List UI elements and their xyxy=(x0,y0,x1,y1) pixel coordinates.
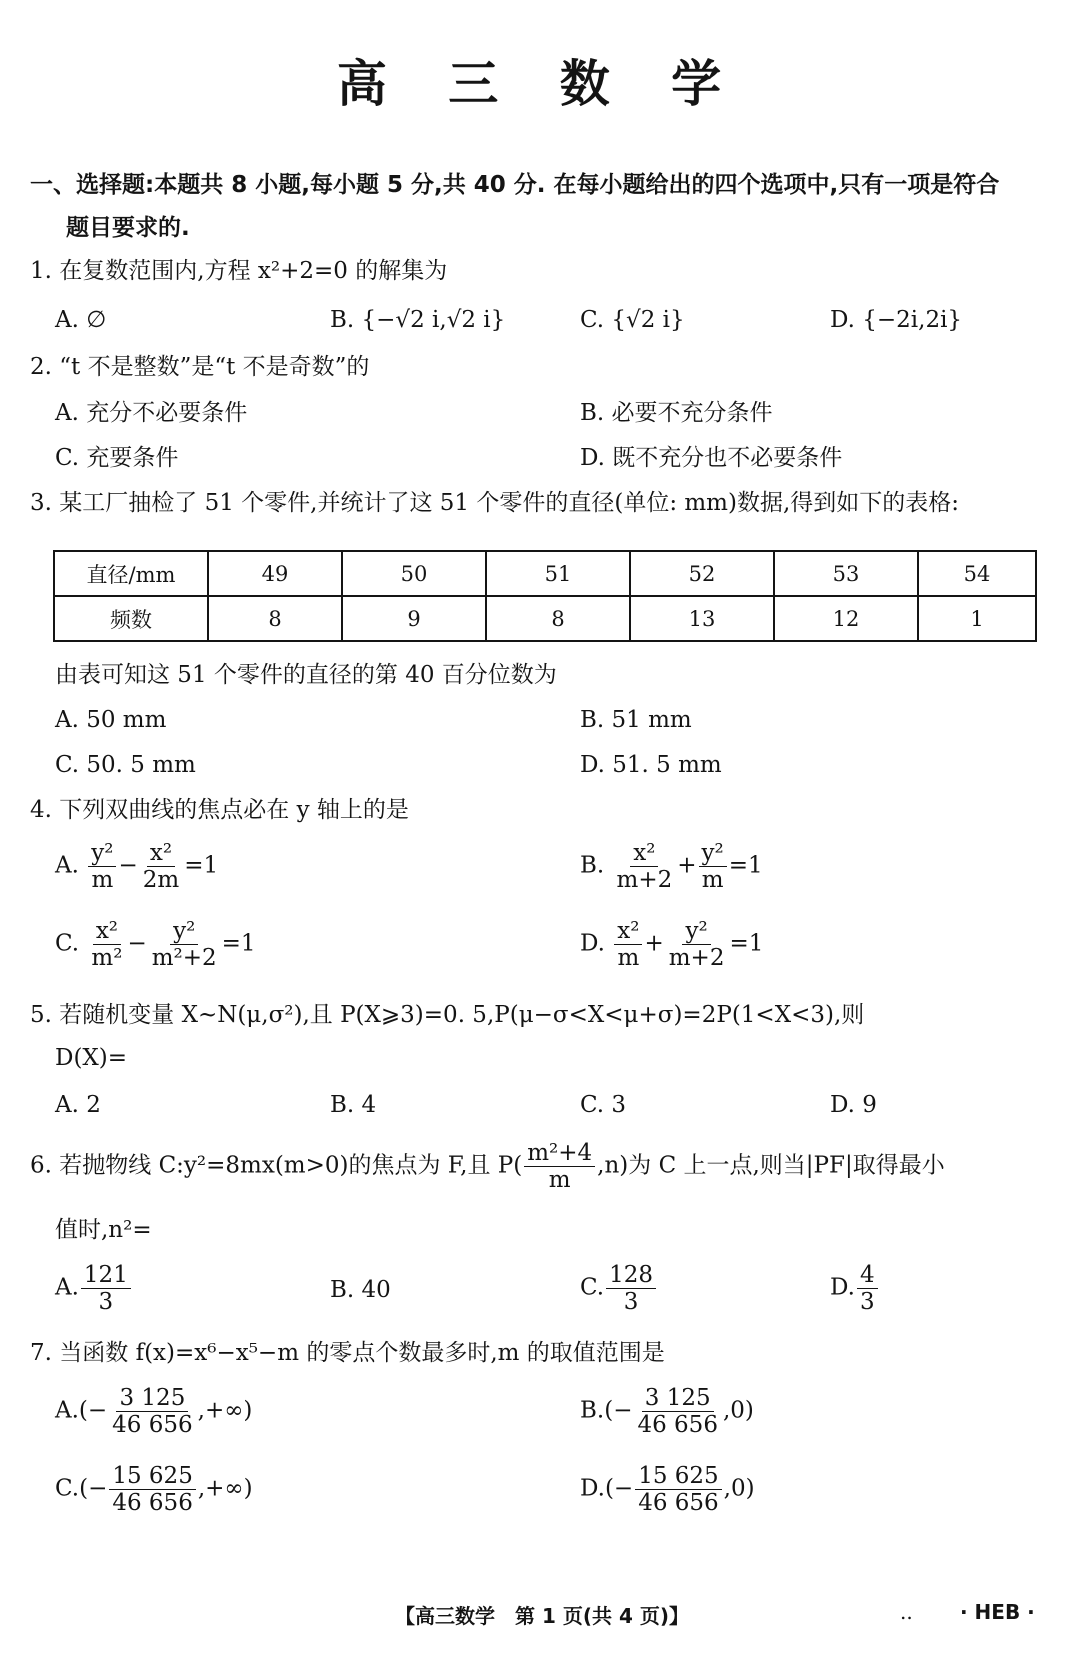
q3-option-c: C. 50. 5 mm xyxy=(55,752,196,778)
numerator: x² xyxy=(93,918,121,945)
fraction xyxy=(614,918,642,971)
numerator: 15 625 xyxy=(635,1463,721,1490)
numerator: x² xyxy=(614,918,642,945)
denominator: m+2 xyxy=(668,945,725,971)
denominator: m² xyxy=(91,945,123,971)
denominator: m xyxy=(548,1167,571,1193)
equation-rhs: =1 xyxy=(221,930,256,957)
q3-option-b: B. 51 mm xyxy=(580,707,692,733)
q5-option-a: A. 2 xyxy=(55,1092,101,1118)
option-label: A. xyxy=(55,852,79,879)
q6-stem-part-b: ,n)为 C 上一点,则当|PF|取得最小 xyxy=(597,1152,945,1179)
fraction xyxy=(109,1463,195,1516)
denominator: 46 656 xyxy=(112,1490,193,1516)
option-label: A. xyxy=(55,1274,79,1301)
numerator: 121 xyxy=(81,1262,131,1289)
interval-open: (− xyxy=(604,1475,634,1502)
table-cell: 50 xyxy=(342,551,486,596)
denominator: m+2 xyxy=(616,867,673,893)
section-heading-line1: 一、选择题:本题共 8 小题,每小题 5 分,共 40 分. 在每小题给出的四个选项中,只有一项是符合 xyxy=(30,172,1000,198)
interval-open: (− xyxy=(79,1475,108,1502)
numerator: 3 125 xyxy=(642,1385,714,1412)
interval-close: ,0) xyxy=(722,1397,754,1424)
option-label: C. xyxy=(55,1475,80,1502)
denominator: 3 xyxy=(623,1289,639,1315)
option-label: C. xyxy=(580,1274,605,1301)
q4-option-d xyxy=(580,918,763,971)
q2-option-c: C. 充要条件 xyxy=(55,445,179,471)
fraction xyxy=(109,1385,195,1438)
q2-option-b: B. 必要不充分条件 xyxy=(580,400,773,426)
fraction xyxy=(614,840,676,893)
numerator: m²+4 xyxy=(524,1140,595,1167)
table-cell: 12 xyxy=(774,596,918,641)
denominator: m xyxy=(91,867,114,893)
q5-stem: 5. 若随机变量 X~N(μ,σ²),且 P(X⩾3)=0. 5,P(μ−σ<X<μ+σ)=2P(1<X<3),则 xyxy=(30,1002,865,1028)
q1-option-a: A. ∅ xyxy=(55,307,107,333)
fraction xyxy=(140,840,182,893)
table-cell: 49 xyxy=(208,551,342,596)
q7-option-a xyxy=(55,1385,252,1438)
equation-rhs: =1 xyxy=(728,852,763,879)
q7-option-d xyxy=(580,1463,755,1516)
option-label: B. xyxy=(580,1397,605,1424)
fraction xyxy=(606,1262,656,1315)
table-cell: 8 xyxy=(486,596,630,641)
table-cell: 13 xyxy=(630,596,774,641)
q3-follow: 由表可知这 51 个零件的直径的第 40 百分位数为 xyxy=(55,662,557,688)
fraction xyxy=(857,1262,878,1315)
fraction xyxy=(81,1262,131,1315)
page-title: 高 三 数 学 xyxy=(336,55,744,113)
q6-stem-line2: 值时,n²= xyxy=(55,1217,152,1243)
fraction xyxy=(634,1385,720,1438)
q3-option-a: A. 50 mm xyxy=(55,707,167,733)
numerator: y² xyxy=(88,840,116,867)
footer-dots: .. xyxy=(900,1600,913,1624)
numerator: y² xyxy=(170,918,198,945)
q7-option-c xyxy=(55,1463,253,1516)
q6-option-b: B. 40 xyxy=(330,1277,391,1303)
q6-option-c xyxy=(580,1262,658,1315)
numerator: 4 xyxy=(857,1262,878,1289)
table-cell: 51 xyxy=(486,551,630,596)
q7-option-b xyxy=(580,1385,754,1438)
option-label: D. xyxy=(830,1274,855,1301)
q1-option-c: C. {√2 i} xyxy=(580,307,685,333)
section-heading-line2: 题目要求的. xyxy=(66,215,190,241)
fraction xyxy=(88,918,125,971)
diameter-frequency-table xyxy=(53,550,1037,642)
q7-stem: 7. 当函数 f(x)=x⁶−x⁵−m 的零点个数最多时,m 的取值范围是 xyxy=(30,1340,665,1366)
q1-option-b: B. {−√2 i,√2 i} xyxy=(330,307,506,333)
table-cell: 9 xyxy=(342,596,486,641)
denominator: m²+2 xyxy=(151,945,217,971)
denominator: 46 656 xyxy=(637,1412,718,1438)
operator: + xyxy=(644,930,664,957)
numerator: 3 125 xyxy=(116,1385,188,1412)
option-label: C. xyxy=(55,930,80,957)
q2-option-d: D. 既不充分也不必要条件 xyxy=(580,445,843,471)
operator: + xyxy=(677,852,697,879)
q6-option-a xyxy=(55,1262,133,1315)
table-cell: 54 xyxy=(918,551,1036,596)
option-label: B. xyxy=(580,852,605,879)
interval-open: (− xyxy=(604,1397,633,1424)
q5-option-d: D. 9 xyxy=(830,1092,877,1118)
table-cell: 直径/mm xyxy=(54,551,208,596)
operator: − xyxy=(127,930,147,957)
numerator: y² xyxy=(682,918,710,945)
fraction xyxy=(666,918,728,971)
q1-stem: 1. 在复数范围内,方程 x²+2=0 的解集为 xyxy=(30,258,448,284)
interval-open: (− xyxy=(78,1397,108,1424)
q6-stem-part-a: 6. 若抛物线 C:y²=8mx(m>0)的焦点为 F,且 P( xyxy=(30,1152,523,1179)
q5-option-b: B. 4 xyxy=(330,1092,377,1118)
q3-stem: 3. 某工厂抽检了 51 个零件,并统计了这 51 个零件的直径(单位: mm)数据,得到如下的表格: xyxy=(30,490,960,516)
q5-stem-line2: D(X)= xyxy=(55,1045,128,1071)
q6-stem xyxy=(30,1140,945,1193)
numerator: 128 xyxy=(606,1262,656,1289)
footer-code: · HEB · xyxy=(960,1600,1035,1624)
table-row xyxy=(54,551,1036,596)
table-row xyxy=(54,596,1036,641)
interval-close: ,0) xyxy=(723,1475,755,1502)
denominator: m xyxy=(701,867,724,893)
denominator: 46 656 xyxy=(638,1490,719,1516)
q4-option-b xyxy=(580,840,763,893)
q4-stem: 4. 下列双曲线的焦点必在 y 轴上的是 xyxy=(30,797,409,823)
table-cell: 8 xyxy=(208,596,342,641)
denominator: 3 xyxy=(98,1289,114,1315)
denominator: 2m xyxy=(142,867,180,893)
option-label: D. xyxy=(580,930,605,957)
q4-option-c xyxy=(55,918,256,971)
q2-stem: 2. “t 不是整数”是“t 不是奇数”的 xyxy=(30,354,370,380)
fraction xyxy=(524,1140,595,1193)
fraction xyxy=(88,840,116,893)
fraction xyxy=(635,1463,721,1516)
q1-option-d: D. {−2i,2i} xyxy=(830,307,963,333)
denominator: m xyxy=(617,945,640,971)
numerator: x² xyxy=(630,840,658,867)
numerator: 15 625 xyxy=(109,1463,195,1490)
q4-option-a xyxy=(55,840,218,893)
fraction xyxy=(149,918,220,971)
q5-option-c: C. 3 xyxy=(580,1092,627,1118)
page-footer: 【高三数学 第 1 页(共 4 页)】 xyxy=(395,1604,689,1628)
q2-option-a: A. 充分不必要条件 xyxy=(55,400,248,426)
operator: − xyxy=(118,852,138,879)
table-cell: 53 xyxy=(774,551,918,596)
table-cell: 52 xyxy=(630,551,774,596)
table-cell: 1 xyxy=(918,596,1036,641)
interval-close: ,+∞) xyxy=(197,1397,253,1424)
table-cell: 频数 xyxy=(54,596,208,641)
option-label: A. xyxy=(55,1397,79,1424)
q3-option-d: D. 51. 5 mm xyxy=(580,752,722,778)
interval-close: ,+∞) xyxy=(197,1475,253,1502)
equation-rhs: =1 xyxy=(729,930,764,957)
numerator: y² xyxy=(699,840,727,867)
denominator: 46 656 xyxy=(112,1412,193,1438)
equation-rhs: =1 xyxy=(184,852,219,879)
q6-option-d xyxy=(830,1262,880,1315)
fraction xyxy=(699,840,727,893)
numerator: x² xyxy=(147,840,175,867)
denominator: 3 xyxy=(859,1289,875,1315)
option-label: D. xyxy=(580,1475,605,1502)
